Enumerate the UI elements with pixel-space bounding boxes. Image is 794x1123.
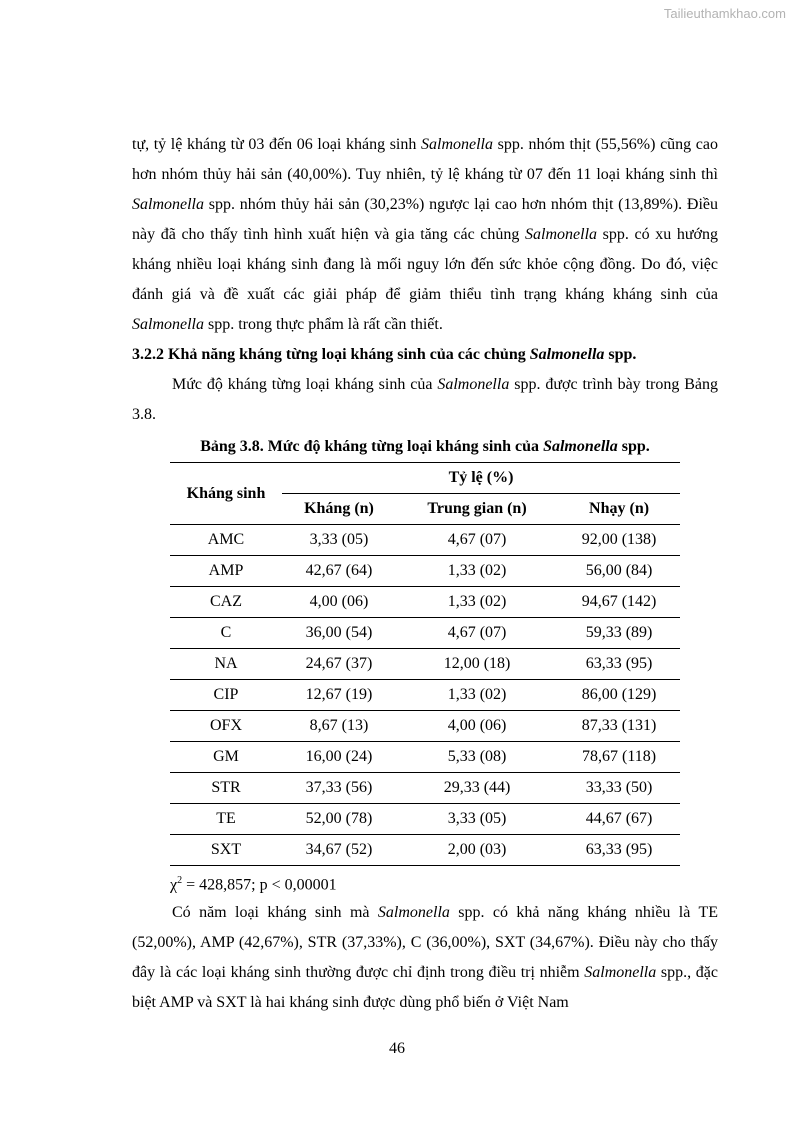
table-cell: 1,33 (02) (396, 587, 558, 618)
table-row (170, 649, 680, 680)
table-cell: 78,67 (118) (558, 742, 680, 773)
table-cell: 44,67 (67) (558, 804, 680, 835)
column-header: Kháng (n) (282, 494, 396, 525)
group-header: Tỷ lệ (%) (282, 463, 680, 494)
table-row (170, 835, 680, 866)
table-cell: 4,00 (06) (282, 587, 396, 618)
intro-paragraph (132, 370, 718, 430)
chi-superscript: 2 (177, 875, 183, 886)
text-run: Có năm loại kháng sinh mà (172, 904, 378, 922)
antibiotic-name: CAZ (170, 587, 282, 618)
chi-symbol: χ (170, 876, 178, 894)
chi-square-stat (170, 868, 718, 898)
table-row (170, 711, 680, 742)
paragraph-1 (132, 130, 718, 340)
table-caption (132, 436, 718, 458)
row-header: Kháng sinh (170, 463, 282, 525)
heading-italic: Salmonella (529, 346, 605, 363)
column-header: Nhạy (n) (558, 494, 680, 525)
text-run: spp. nhóm thịt (55,56%) cũng cao hơn nhóm thủy hải sản (40,00%). Tuy nhiên, tỷ lệ kháng từ 07 đến 11 loại kháng sinh thì (132, 136, 719, 183)
table-body (170, 525, 680, 866)
text-run: spp., đặc biệt AMP và SXT là hai kháng sinh được dùng phổ biến ở Việt Nam (132, 964, 718, 1012)
table-cell: 24,67 (37) (282, 649, 396, 680)
italic-run: Salmonella (584, 964, 657, 982)
table-cell: 3,33 (05) (396, 804, 558, 835)
table-cell: 63,33 (95) (558, 649, 680, 680)
table-cell: 34,67 (52) (282, 835, 396, 866)
table-cell: 87,33 (131) (558, 711, 680, 742)
table-cell: 12,67 (19) (282, 680, 396, 711)
table-cell: 92,00 (138) (558, 525, 680, 556)
watermark: Tailieuthamkhao.com (663, 6, 786, 21)
page-content (132, 130, 718, 1018)
text-run: spp. trong thực phẩm là rất cần thiết. (204, 316, 443, 333)
table-row (170, 587, 680, 618)
text-run: Mức độ kháng từng loại kháng sinh của (172, 376, 438, 393)
text-run: spp. được trình bày trong Bảng 3.8. (132, 376, 719, 423)
table-row (170, 804, 680, 835)
table-row (170, 773, 680, 804)
antibiotic-name: STR (170, 773, 282, 804)
text-run: spp. có xu hướng kháng nhiều loại kháng sinh đang là mối nguy lớn đến sức khỏe cộng đồng. Do đó, việc đánh giá và đề xuất các giải pháp để giảm thiểu tình trạng kháng kháng sinh của (132, 226, 718, 303)
page-number: 46 (389, 1040, 405, 1057)
italic-run: Salmonella (377, 904, 450, 922)
table-cell: 59,33 (89) (558, 618, 680, 649)
heading-suffix: spp. (604, 346, 637, 363)
heading-text: 3.2.2 Khả năng kháng từng loại kháng sinh của các chủng (132, 346, 530, 363)
antibiotic-name: OFX (170, 711, 282, 742)
table-cell: 52,00 (78) (282, 804, 396, 835)
table-cell: 1,33 (02) (396, 680, 558, 711)
antibiotic-name: CIP (170, 680, 282, 711)
table-cell: 5,33 (08) (396, 742, 558, 773)
antibiotic-name: NA (170, 649, 282, 680)
table-cell: 4,67 (07) (396, 618, 558, 649)
table-row (170, 742, 680, 773)
italic-run: Salmonella (421, 136, 493, 153)
table-cell: 12,00 (18) (396, 649, 558, 680)
table-cell: 94,67 (142) (558, 587, 680, 618)
text-run: spp. nhóm thủy hải sản (30,23%) ngược lại cao hơn nhóm thịt (13,89%). Điều này đã cho thấy tình hình xuất hiện và gia tăng các chủng (132, 196, 718, 243)
table-cell: 4,67 (07) (396, 525, 558, 556)
table-cell: 56,00 (84) (558, 556, 680, 587)
italic-run: Salmonella (132, 316, 204, 333)
column-header: Trung gian (n) (396, 494, 558, 525)
table-row (170, 680, 680, 711)
caption-text: Bảng 3.8. Mức độ kháng từng loại kháng sinh của (200, 438, 544, 455)
text-run: spp. có khả năng kháng nhiều là TE (52,00%), AMP (42,67%), STR (37,33%), C (36,00%), SXT (34,67%). Điều này cho thấy đây là các loại kháng sinh thường được chỉ định trong điều trị nhiễm (132, 904, 719, 982)
table-cell: 42,67 (64) (282, 556, 396, 587)
antibiotic-table (170, 462, 680, 866)
antibiotic-name: AMP (170, 556, 282, 587)
section-heading (132, 340, 718, 370)
table-row (170, 556, 680, 587)
text-run: tự, tỷ lệ kháng từ 03 đến 06 loại kháng sinh (132, 136, 421, 153)
italic-run: Salmonella (437, 376, 510, 393)
table-cell: 37,33 (56) (282, 773, 396, 804)
table-cell: 36,00 (54) (282, 618, 396, 649)
italic-run: Salmonella (132, 196, 204, 213)
antibiotic-name: TE (170, 804, 282, 835)
table-cell: 63,33 (95) (558, 835, 680, 866)
table-cell: 2,00 (03) (396, 835, 558, 866)
table-row (170, 525, 680, 556)
antibiotic-name: GM (170, 742, 282, 773)
antibiotic-name: SXT (170, 835, 282, 866)
table-cell: 3,33 (05) (282, 525, 396, 556)
table-cell: 16,00 (24) (282, 742, 396, 773)
italic-run: Salmonella (525, 226, 598, 243)
paragraph-2 (132, 898, 718, 1018)
caption-suffix: spp. (617, 438, 650, 455)
table-cell: 86,00 (129) (558, 680, 680, 711)
stat-value: = 428,857; p < 0,00001 (182, 876, 337, 894)
table-row (170, 618, 680, 649)
table-cell: 8,67 (13) (282, 711, 396, 742)
table-cell: 1,33 (02) (396, 556, 558, 587)
antibiotic-name: AMC (170, 525, 282, 556)
antibiotic-name: C (170, 618, 282, 649)
table-cell: 33,33 (50) (558, 773, 680, 804)
table-cell: 29,33 (44) (396, 773, 558, 804)
caption-italic: Salmonella (543, 438, 618, 455)
table-cell: 4,00 (06) (396, 711, 558, 742)
